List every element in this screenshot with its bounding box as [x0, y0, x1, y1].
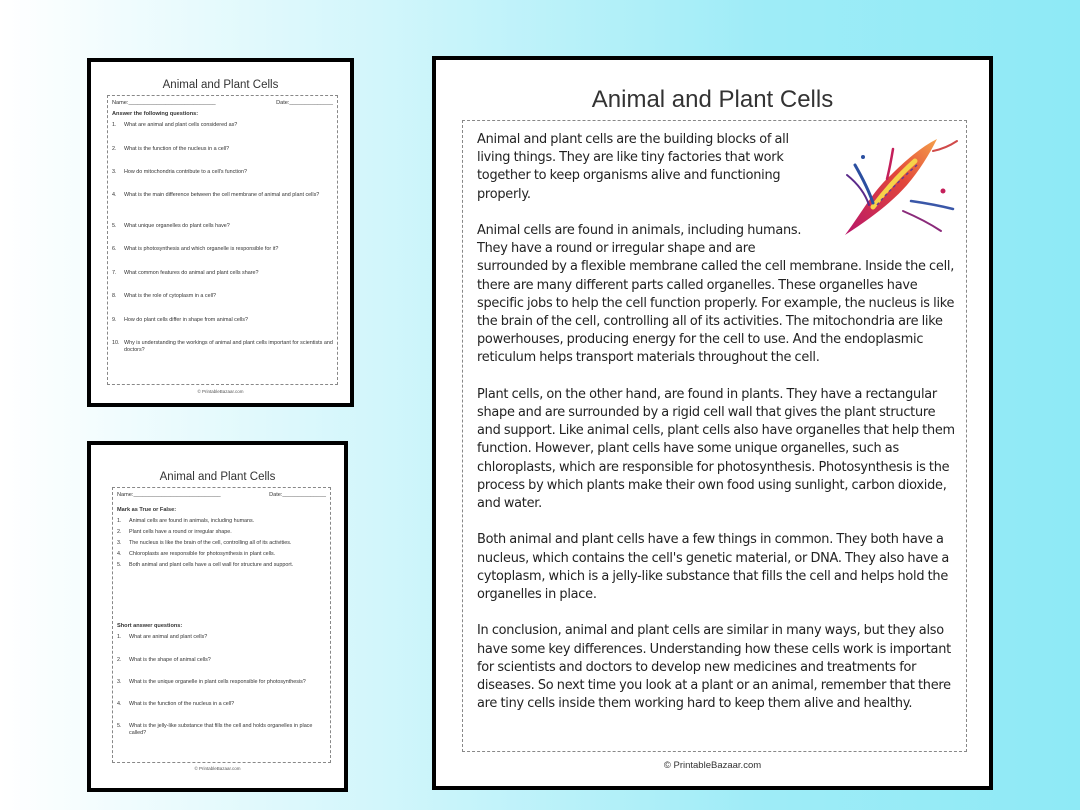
question-item-text: How do mitochondria contribute to a cell's function? — [124, 169, 247, 175]
passage-paragraph: Plant cells, on the other hand, are found in plants. They have a rectangular shape and are surrounded by a rigid cell wall that gives the plant structure and support. Like animal cells, plant cells also have organelles that help them function. However, plant cells have some unique organelles, such as chloroplasts, which are responsible for photosynthesis. Photosynthesis is the process by which plants make their own food using sunlight, carbon dioxide, and water. — [477, 386, 955, 512]
true-false-item-text: Both animal and plant cells have a cell wall for structure and support. — [129, 562, 294, 568]
question-item-text: What is the main difference between the cell membrane of animal and plant cells? — [124, 192, 320, 198]
true-false-item — [117, 562, 326, 569]
worksheet-questions-thumbnail[interactable] — [87, 58, 354, 407]
true-false-item — [117, 540, 326, 547]
short-answer-item-number: 1. — [117, 634, 122, 640]
worksheet-footer: © PrintableBazaar.com — [197, 389, 244, 394]
question-item-text: How do plant cells differ in shape from animal cells? — [124, 317, 248, 323]
true-false-item-text: Chloroplasts are responsible for photosynthesis in plant cells. — [129, 551, 276, 557]
question-item-number: 5. — [112, 223, 117, 229]
date-field: Date:______________ — [276, 100, 333, 106]
question-item — [112, 146, 333, 153]
name-field: Name:____________________________ — [112, 100, 216, 106]
true-false-item — [117, 551, 326, 558]
passage-title: Animal and Plant Cells — [591, 86, 834, 113]
question-item-text: What is the function of the nucleus in a cell? — [124, 146, 230, 152]
short-answer-item-text: What are animal and plant cells? — [129, 634, 208, 640]
worksheet-title: Animal and Plant Cells — [162, 79, 279, 91]
short-answer-item-text: What is the shape of animal cells? — [129, 657, 211, 663]
short-answer-item — [117, 634, 326, 641]
true-false-item-number: 2. — [117, 529, 122, 535]
passage-footer: © PrintableBazaar.com — [663, 760, 762, 771]
worksheet-footer: © PrintableBazaar.com — [194, 766, 241, 771]
question-item — [112, 246, 333, 253]
question-item-text: What unique organelles do plant cells have? — [124, 223, 230, 229]
reading-passage-page — [432, 56, 993, 790]
question-item-text: What common features do animal and plant cells share? — [124, 270, 259, 276]
true-false-item-text: Plant cells have a round or irregular shape. — [129, 529, 232, 535]
passage-paragraph: Animal cells are found in animals, including humans. They have a round or irregular shape and are surrounded by a flexible membrane called the cell membrane. Inside the cell, there are many different parts called organelles. These organelles have specific jobs to help the cell function properly. For example, the nucleus is like the brain of the cell, controlling all of its activities. The mitochondria are like powerhouses, producing energy for the cell to use. And the endoplasmic reticulum helps transport materials throughout the cell. — [477, 223, 955, 366]
question-item — [112, 122, 333, 129]
worksheet-true-false-thumbnail[interactable] — [87, 441, 348, 792]
question-item — [112, 317, 333, 324]
short-answer-item — [117, 679, 326, 686]
question-item-number: 8. — [112, 293, 117, 299]
question-item — [112, 270, 333, 277]
short-answer-item-text: What is the unique organelle in plant cells responsible for photosynthesis? — [129, 679, 306, 685]
question-item — [112, 169, 333, 176]
short-answer-item — [117, 723, 326, 736]
short-answer-item-number: 4. — [117, 701, 122, 707]
question-item-number: 7. — [112, 270, 117, 276]
worksheet-box — [107, 95, 338, 385]
question-item-number: 10. — [112, 340, 120, 346]
true-false-item-number: 3. — [117, 540, 122, 546]
short-answer-item — [117, 657, 326, 664]
true-false-item — [117, 518, 326, 525]
question-item-number: 6. — [112, 246, 117, 252]
question-item — [112, 340, 333, 353]
true-false-item — [117, 529, 326, 536]
question-item-text: What is photosynthesis and which organelle is responsible for it? — [124, 246, 279, 252]
cell-illustration-icon — [833, 131, 961, 241]
short-answer-heading: Short answer questions: — [117, 623, 183, 629]
passage-paragraph: Both animal and plant cells have a few things in common. They both have a nucleus, which contains the cell's genetic material, or DNA. They also have a cytoplasm, which is a jelly-like substance that fills the cell and helps hold the organelles in place. — [477, 532, 950, 603]
question-item — [112, 192, 333, 199]
true-false-item-number: 1. — [117, 518, 122, 524]
question-item-text: What is the role of cytoplasm in a cell? — [124, 293, 216, 299]
short-answer-item-number: 3. — [117, 679, 122, 685]
short-answer-item-text: What is the function of the nucleus in a cell? — [129, 701, 235, 707]
date-field: Date:______________ — [269, 492, 326, 498]
true-false-item-number: 4. — [117, 551, 122, 557]
question-item — [112, 293, 333, 300]
instruction: Answer the following questions: — [112, 111, 199, 117]
question-item — [112, 223, 333, 230]
passage-paragraph: In conclusion, animal and plant cells are similar in many ways, but they also have some key differences. Understanding how these cells work is important for scientists and doctors to develop new medicines and treatments for diseases. So next time you look at a plant or an animal, remember that there are tiny cells inside them working hard to keep them alive and healthy. — [477, 623, 951, 712]
question-item-number: 2. — [112, 146, 117, 152]
name-field: Name:____________________________ — [117, 492, 221, 498]
true-false-item-text: Animal cells are found in animals, including humans. — [129, 518, 255, 524]
short-answer-item-text: What is the jelly-like substance that fills the cell and holds organelles in place called? — [129, 723, 313, 736]
question-item-number: 3. — [112, 169, 117, 175]
true-false-item-number: 5. — [117, 562, 122, 568]
question-item-text: What are animal and plant cells considered as? — [124, 122, 238, 128]
short-answer-item-number: 2. — [117, 657, 122, 663]
worksheet-title: Animal and Plant Cells — [159, 471, 276, 483]
passage-box — [462, 120, 967, 752]
question-item-number: 4. — [112, 192, 117, 198]
question-item-text: Why is understanding the workings of animal and plant cells important for scientists and doctors? — [124, 340, 333, 353]
passage-paragraph: Animal and plant cells are the building blocks of all living things. They are like tiny factories that work together to keep organisms alive and functioning properly. — [477, 132, 789, 202]
true-false-heading: Mark as True or False: — [117, 507, 177, 513]
question-item-number: 9. — [112, 317, 117, 323]
question-item-number: 1. — [112, 122, 117, 128]
true-false-item-text: The nucleus is like the brain of the cell, controlling all of its activities. — [129, 540, 292, 546]
worksheet-box — [112, 487, 331, 763]
passage-text — [477, 131, 957, 732]
short-answer-item-number: 5. — [117, 723, 122, 729]
short-answer-item — [117, 701, 326, 708]
